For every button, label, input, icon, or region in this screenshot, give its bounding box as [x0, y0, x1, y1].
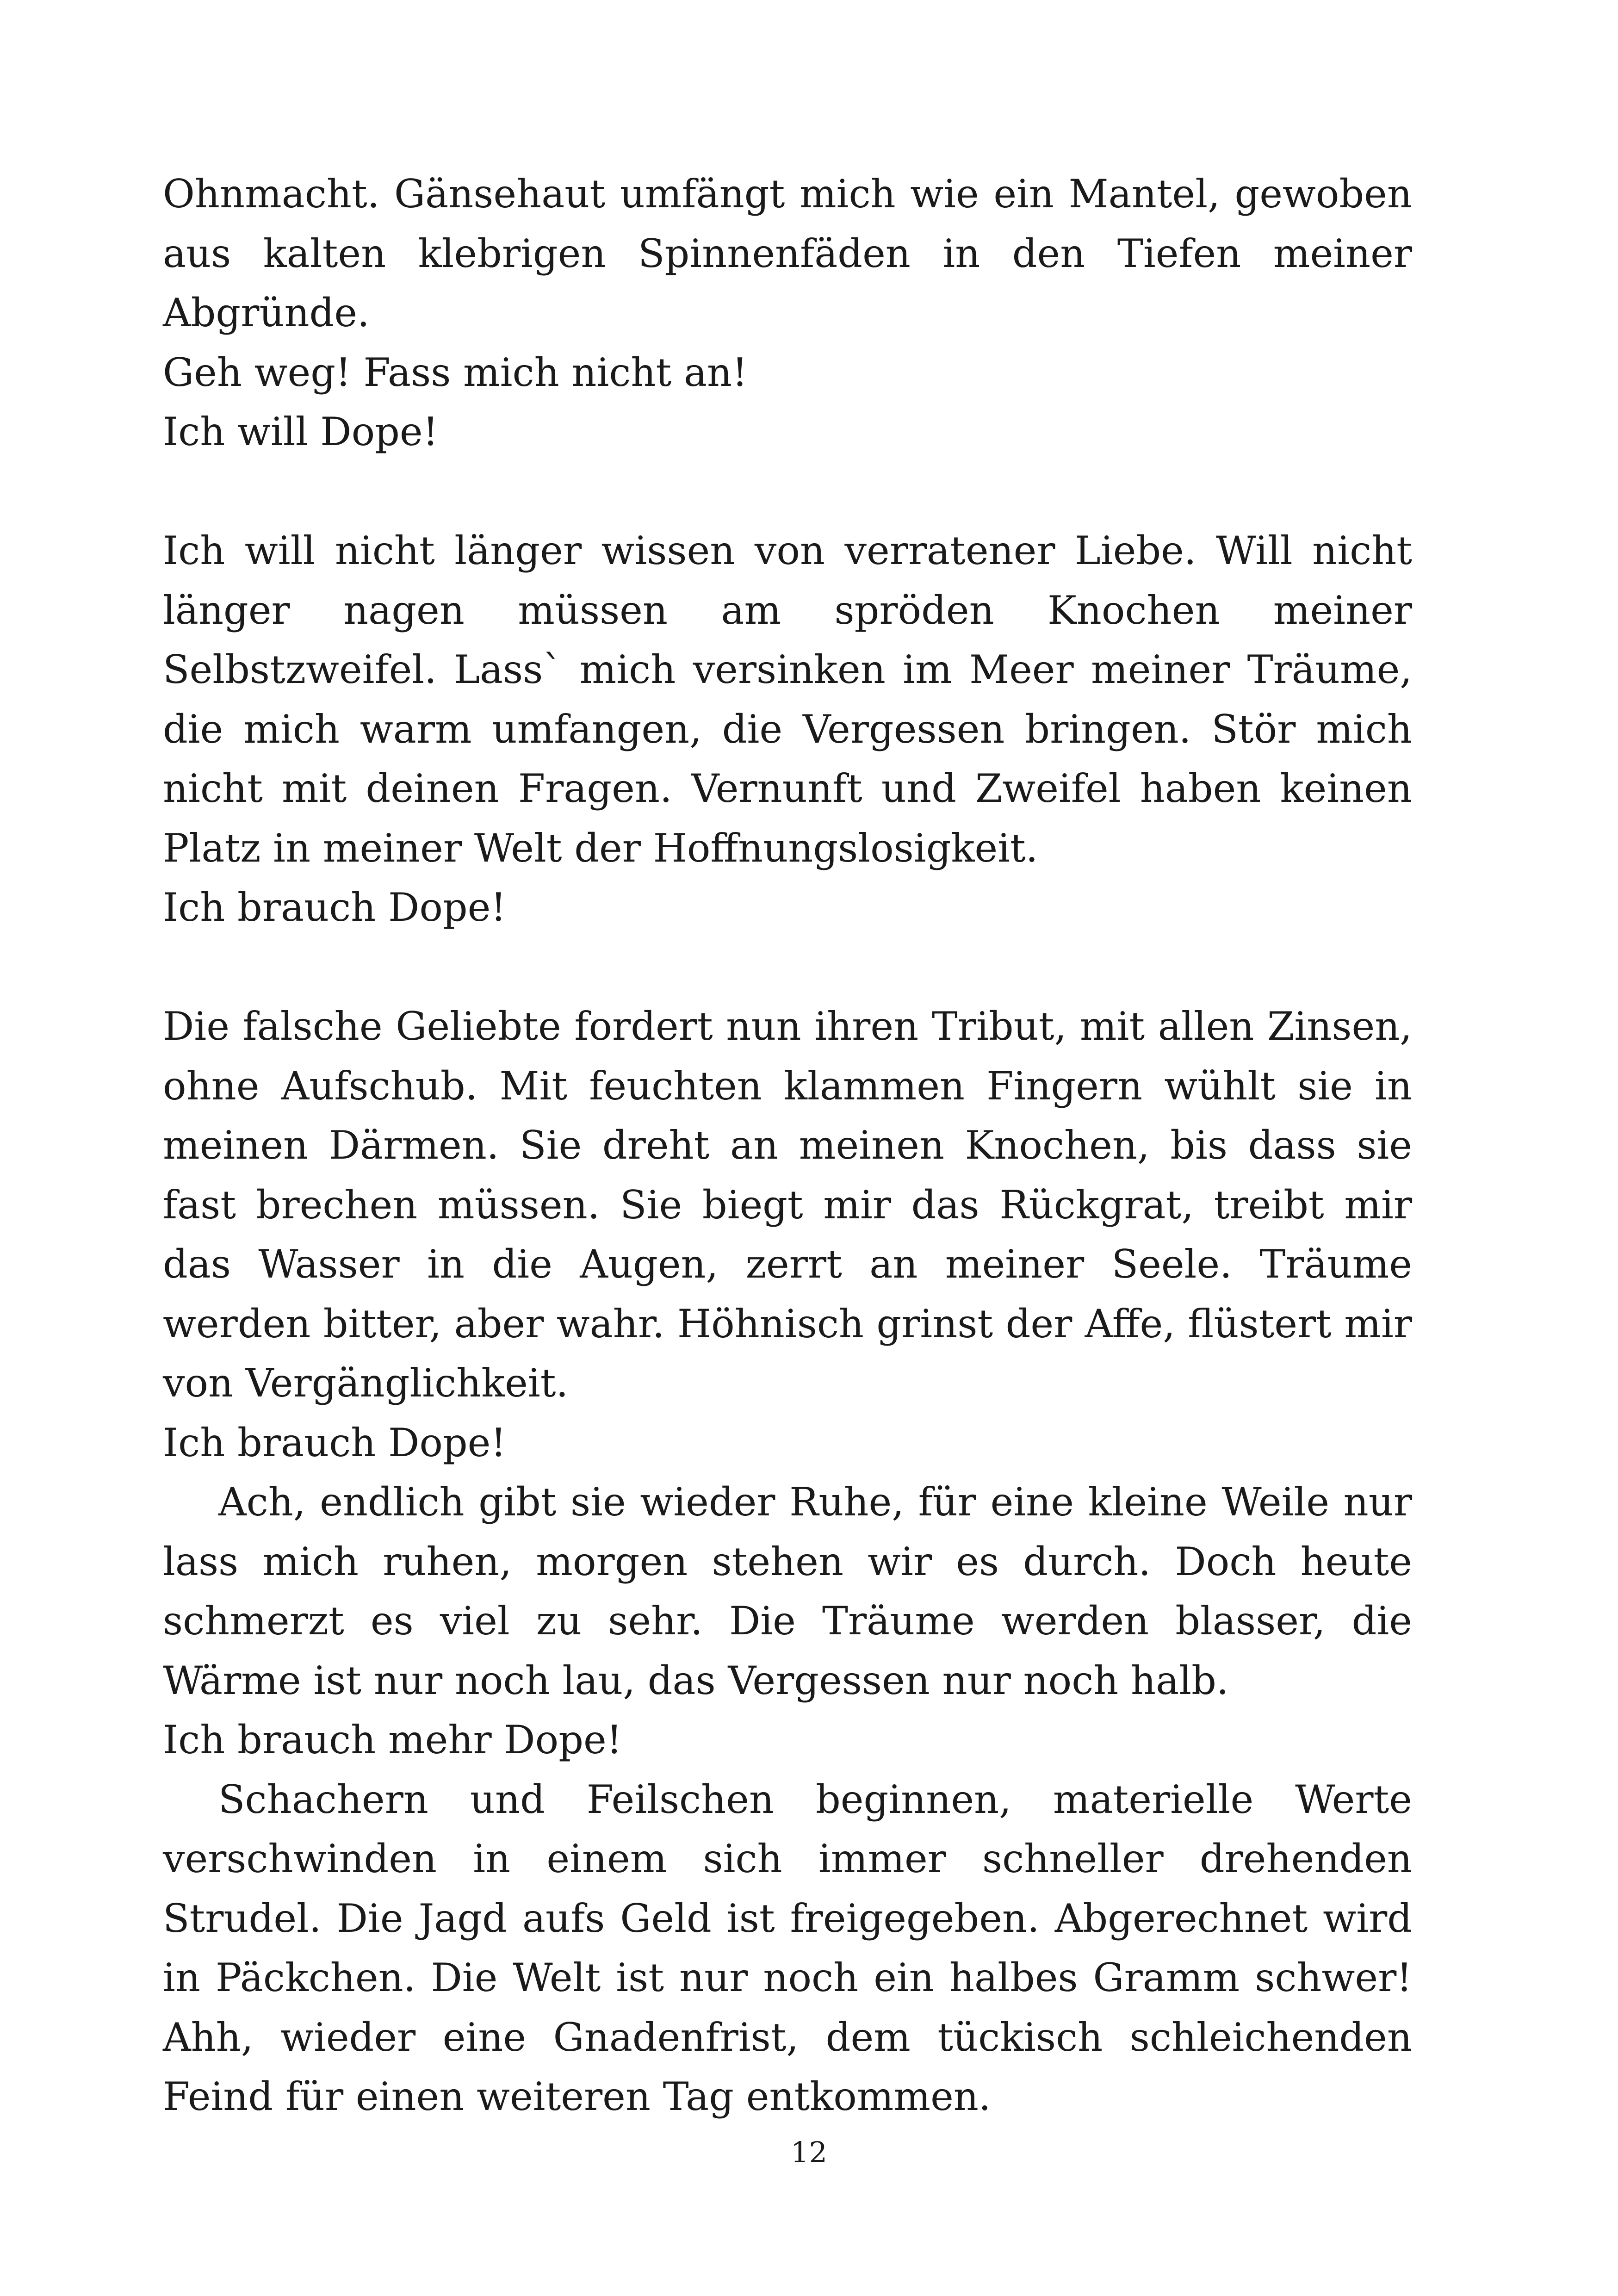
- paragraph-verratene-liebe: Ich will nicht länger wissen von verratener Liebe. Will nicht länger nagen müssen am spröden Knochen meiner Selbstzweifel. Lass` mich versinken im Meer meiner Träume, die mich warm umfangen, die Vergessen bringen. Stör mich nicht mit deinen Fragen. Vernunft und Zweifel haben keinen Platz in meiner Welt der Hoffnungslosigkeit.: [163, 528, 1412, 871]
- line-ich-will-dope: Ich will Dope!: [163, 409, 439, 454]
- paragraph-ohnmacht: Ohnmacht. Gänsehaut umfängt mich wie ein Mantel, gewoben aus kalten klebrigen Spinnenfäden in den Tiefen meiner Abgründe.: [163, 171, 1412, 335]
- paragraph-endlich-ruhe: Ach, endlich gibt sie wieder Ruhe, für eine kleine Weile nur lass mich ruhen, morgen stehen wir es durch. Doch heute schmerzt es viel zu sehr. Die Träume werden blasser, die Wärme ist nur noch lau, das Vergessen nur noch halb.: [163, 1479, 1412, 1703]
- line-ich-brauch-dope-2: Ich brauch Dope!: [163, 1420, 507, 1465]
- page-number: 12: [791, 2135, 827, 2169]
- body-text: [163, 164, 1412, 2127]
- paragraph-gap: [163, 462, 1412, 521]
- paragraph-falsche-geliebte: Die falsche Geliebte fordert nun ihren Tribut, mit allen Zinsen, ohne Aufschub. Mit feuchten klammen Fingern wühlt sie in meinen Därmen. Sie dreht an meinen Knochen, bis dass sie fast brechen müssen. Sie biegt mir das Rückgrat, treibt mir das Wasser in die Augen, zerrt an meiner Seele. Träume werden bitter, aber wahr. Höhnisch grinst der Affe, flüstert mir von Vergänglichkeit.: [163, 1004, 1412, 1406]
- paragraph-gap: [163, 937, 1412, 997]
- line-geh-weg: Geh weg! Fass mich nicht an!: [163, 349, 748, 395]
- line-ich-brauch-dope-1: Ich brauch Dope!: [163, 885, 507, 930]
- paragraph-schachern: Schachern und Feilschen beginnen, materielle Werte verschwinden in einem sich immer schneller drehenden Strudel. Die Jagd aufs Geld ist freigegeben. Abgerechnet wird in Päckchen. Die Welt ist nur noch ein halbes Gramm schwer! Ahh, wieder eine Gnadenfrist, dem tückisch schleichenden Feind für einen weiteren Tag entkommen.: [163, 1776, 1412, 2119]
- line-ich-brauch-mehr-dope: Ich brauch mehr Dope!: [163, 1717, 622, 1762]
